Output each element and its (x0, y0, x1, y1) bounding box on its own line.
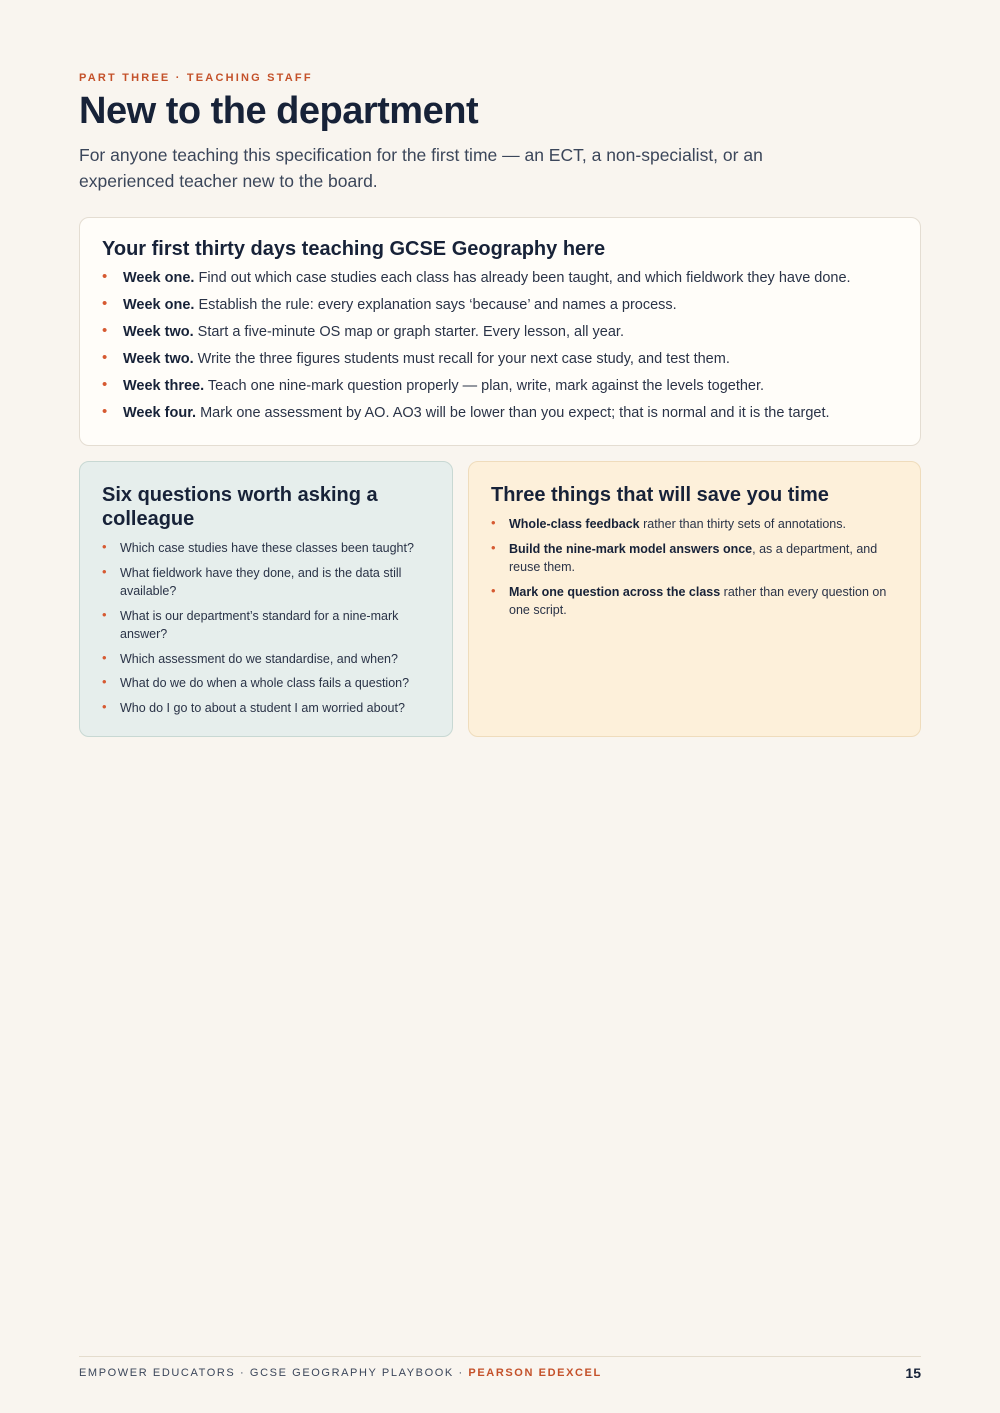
list-item (102, 323, 898, 341)
list-item (102, 296, 898, 314)
item-text: Start a five-minute OS map or graph starter. Every lesson, all year. (193, 324, 624, 340)
page-intro: For anyone teaching this specification for the first time — an ECT, a non-specialist, or an experienced teacher new to the board. (79, 145, 763, 191)
bullet-icon: • (491, 515, 496, 530)
list-item (491, 540, 898, 577)
list-item (102, 269, 898, 287)
item-text: rather than every question on one script. (509, 584, 887, 617)
list-item (102, 404, 898, 422)
item-text: Who do I go to about a student I am worried about? (120, 700, 405, 715)
bullet-icon: • (102, 403, 108, 420)
bullet-icon: • (102, 322, 108, 339)
bullet-icon: • (102, 649, 107, 665)
item-lead: Week two. (123, 324, 194, 340)
list-item (102, 377, 898, 395)
first-thirty-days-list (102, 269, 898, 422)
item-lead: Whole-class feedback (509, 517, 640, 531)
item-text: Which case studies have these classes been taught? (120, 541, 414, 555)
bullet-icon: • (102, 295, 108, 312)
footer-divider (79, 1356, 921, 1357)
bullet-icon: • (102, 268, 108, 285)
bullet-icon: • (491, 582, 496, 598)
item-text: Teach one nine-mark question properly — plan, write, mark against the levels together. (204, 378, 765, 394)
item-lead: Week two. (123, 351, 194, 367)
list-item (102, 539, 430, 558)
first-thirty-days-card (79, 217, 921, 446)
page-title: New to the department (79, 90, 479, 132)
list-item (102, 350, 898, 368)
page-number: 15 (905, 1365, 921, 1381)
bullet-icon: • (102, 376, 108, 393)
item-text: Which assessment do we standardise, and when? (120, 651, 398, 666)
footer-credit (79, 1367, 602, 1379)
first-thirty-days-heading: Your first thirty days teaching GCSE Geography here (102, 238, 606, 260)
list-item (102, 650, 430, 669)
six-questions-card (79, 461, 453, 737)
bullet-icon: • (102, 539, 107, 554)
item-text: What do we do when a whole class fails a question? (120, 676, 410, 690)
bullet-icon: • (102, 349, 108, 366)
bullet-icon: • (102, 674, 107, 689)
item-text: What is our department’s standard for a nine-mark answer? (120, 608, 399, 641)
item-lead: Week one. (123, 297, 195, 313)
item-lead: Week four. (123, 405, 197, 421)
three-things-list (491, 515, 898, 620)
footer-text: EMPOWER EDUCATORS · GCSE GEOGRAPHY PLAYBOOK · (79, 1367, 469, 1379)
item-text: rather than thirty sets of annotations. (639, 517, 846, 531)
list-item (102, 564, 430, 601)
list-item (102, 607, 430, 644)
list-item (491, 583, 898, 620)
section-eyebrow: PART THREE · TEACHING STAFF (79, 72, 313, 84)
bullet-icon: • (491, 539, 496, 555)
item-text: What fieldwork have they done, and is the data still available? (120, 565, 402, 598)
item-text: Find out which case studies each class has already been taught, and which fieldwork they have done. (194, 270, 851, 286)
list-item (491, 515, 898, 534)
footer-brand: PEARSON EDEXCEL (468, 1367, 602, 1379)
three-things-card (468, 461, 921, 737)
bullet-icon: • (102, 606, 107, 622)
item-lead: Build the nine-mark model answers once (509, 541, 753, 556)
bullet-icon: • (102, 563, 107, 579)
item-text: Mark one assessment by AO. AO3 will be lower than you expect; that is normal and it is the target. (196, 405, 830, 421)
bullet-icon: • (102, 698, 107, 714)
item-text: Write the three figures students must recall for your next case study, and test them. (193, 351, 730, 367)
item-lead: Week three. (123, 378, 205, 394)
item-lead: Mark one question across the class (509, 584, 721, 599)
item-lead: Week one. (123, 270, 195, 286)
six-questions-list (102, 539, 430, 717)
six-questions-heading: Six questions worth asking a colleague (102, 484, 378, 530)
three-things-heading: Three things that will save you time (491, 484, 829, 506)
list-item (102, 699, 430, 718)
item-text: Establish the rule: every explanation says ‘because’ and names a process. (194, 297, 677, 313)
list-item (102, 674, 430, 693)
item-text: , as a department, and reuse them. (509, 541, 878, 574)
